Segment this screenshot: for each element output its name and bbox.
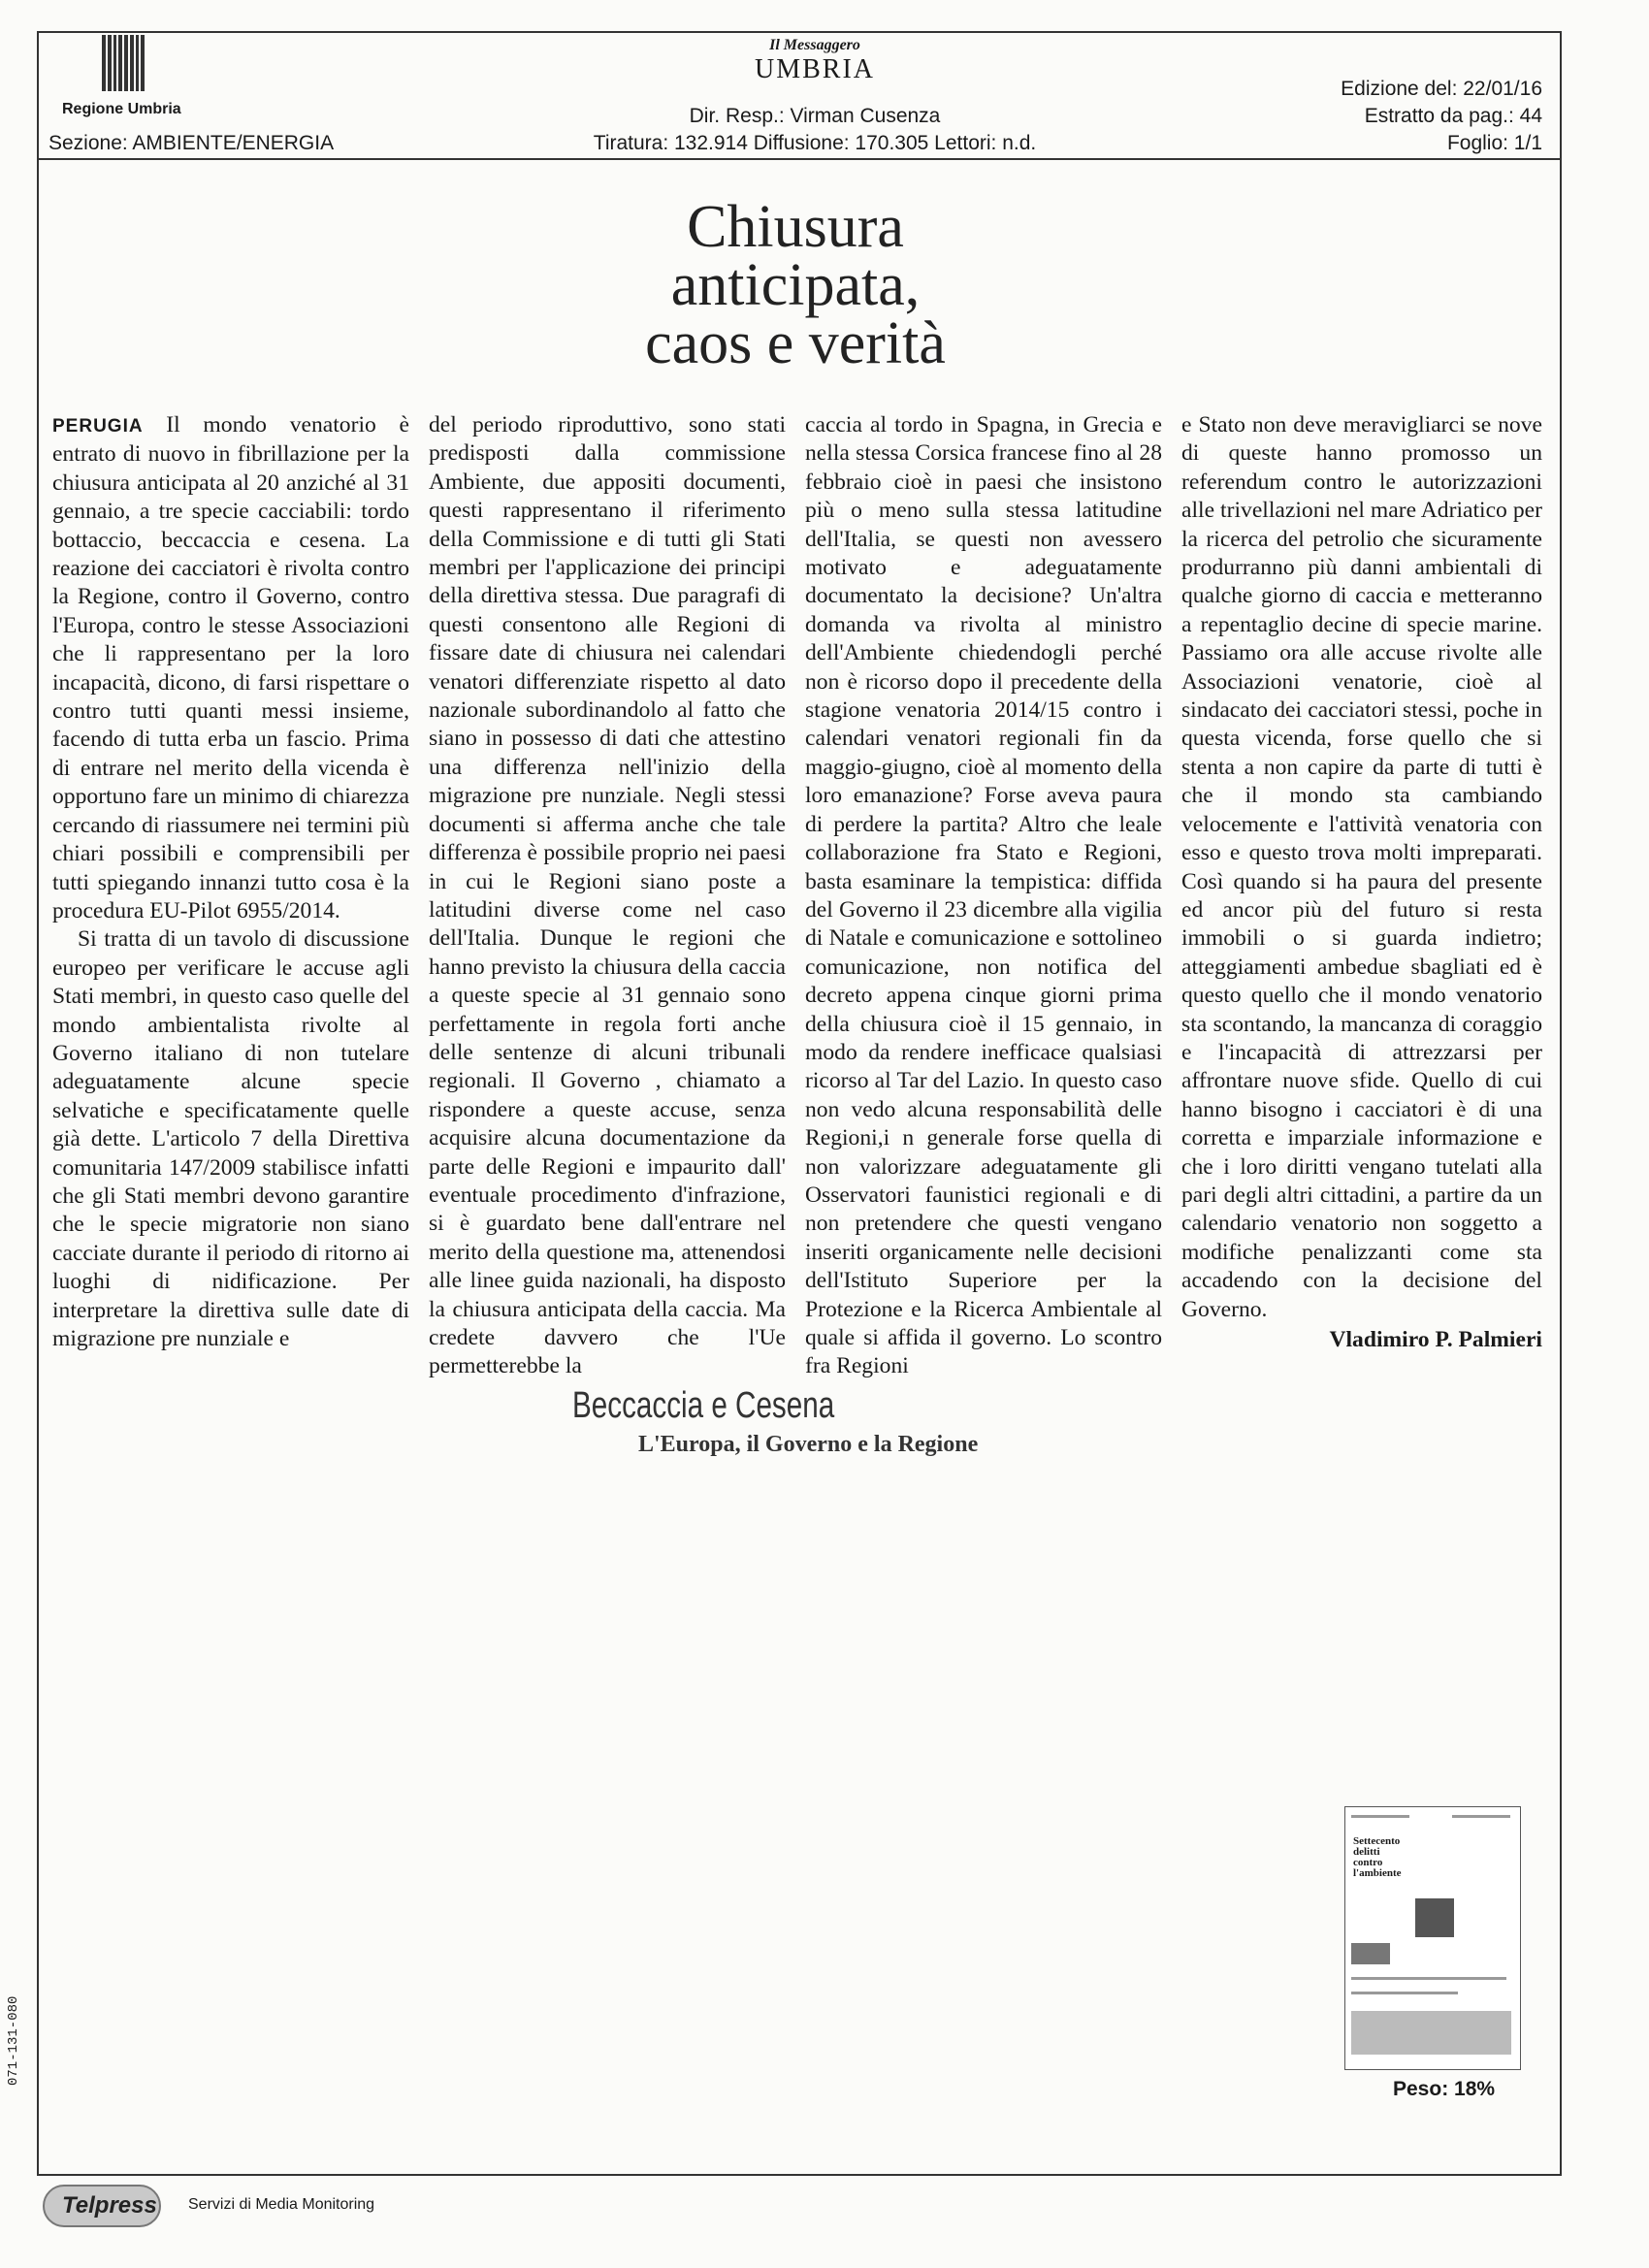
edition-date: Edizione del: 22/01/16 <box>1341 78 1542 100</box>
extract-page: Estratto da pag.: 44 <box>1364 105 1542 127</box>
masthead: UMBRIA <box>754 54 875 84</box>
telpress-logo <box>43 2185 161 2227</box>
thumb-photo <box>1351 1943 1390 1964</box>
thumb-rule <box>1351 1992 1458 1994</box>
headline <box>592 194 999 376</box>
paragraph: caccia al tordo in Spagna, in Grecia e nella stessa Corsica francese fino al 28 febbraio cioè in paesi che insistono più o meno sulla stessa latitudine dell'Italia, se questi non avessero motivato e adeguatamente documentato la decisione? Un'altra domanda va rivolta al ministro dell'Ambiente chiedendogli perché non è ricorso dopo il precedente della stagione venatoria 2014/15 contro i calendari venatori regionali fin da maggio-giugno, cioè al momento della loro emanazione? Forse aveva paura di perdere la partita? Altro che leale collaborazione fra Stato e Regioni, basta esaminare la tempistica: diffida del Governo il 23 dicembre alla vigilia di Natale e comunicazione e sottolineo comunicazione, non notifica del decreto appena cinque giorni prima della chiusura cioè il 15 gennaio, in modo da rendere inefficace qualsiasi ricorso al Tar del Lazio. In questo caso non vedo alcuna responsabilità delle Regioni,i n generale forse quella di non valorizzare adeguatamente gli Osservatori faunistici regionali e di non pretendere che questi vengano inseriti organicamente nelle decisioni dell'Istituto Superiore per la Protezione e la Ricerca Ambientale al quale si affida il governo. Lo scontro fra Regioni <box>805 412 1162 1379</box>
region-name: Regione Umbria <box>62 101 181 117</box>
page-thumbnail <box>1344 1806 1521 2070</box>
thumb-photo <box>1415 1898 1454 1937</box>
article-column-3 <box>805 411 1162 1381</box>
article-column-2 <box>429 411 786 1381</box>
frame-right-rule <box>1560 31 1562 2175</box>
headline-line-3: caos e verità <box>645 310 946 376</box>
side-code: 071-131-080 <box>6 1995 21 2086</box>
region-logo-icon <box>102 35 145 91</box>
frame-top-rule <box>37 31 1562 33</box>
subline: L'Europa, il Governo e la Regione <box>638 1432 979 1457</box>
thumb-rule <box>1452 1815 1510 1818</box>
sheet-number: Foglio: 1/1 <box>1446 132 1542 154</box>
section-label: Sezione: AMBIENTE/ENERGIA <box>48 132 335 154</box>
dateline: PERUGIA <box>52 416 144 437</box>
paragraph: del periodo riproduttivo, sono stati predisposti dalla commissione Ambiente, due appositi documenti, questi rappresentano il riferimento della Commissione e di tutti gli Stati membri per l'applicazione dei principi della direttiva stessa. Due paragrafi di questi consentono alle Regioni di fissare date di chiusura nei calendari venatori differenziate rispetto al dato nazionale subordinandolo al fatto che siano in possesso di dati che attestino una differenza nell'inizio della migrazione pre nunziale. Negli stessi documenti si afferma anche che tale differenza è possibile proprio nei paesi in cui le Regioni siano poste a latitudini diverse come nel caso dell'Italia. Dunque le regioni che hanno previsto la chiusura della caccia a queste specie al 31 gennaio sono perfettamente in regola forti anche delle sentenze di alcuni tribunali regionali. Il Governo , chiamato a rispondere a queste accuse, senza acquisire alcuna documentazione da parte delle Regioni e impaurito dall' eventuale procedimento d'infrazione, si è guardato bene dall'entrare nel merito della questione ma, attenendosi alle linee guida nazionali, ha disposto la chiusura anticipata della caccia. Ma credete davvero che l'Ue permetterebbe la <box>429 412 786 1379</box>
director-label: Dir. Resp.: Virman Cusenza <box>689 105 941 127</box>
headline-line-2: anticipata, <box>670 252 921 318</box>
article-column-1 <box>52 411 409 1353</box>
paragraph: e Stato non deve meravigliarci se nove di queste hanno promosso un referendum contro le autorizzazioni alle trivellazioni nel mare Adriatico per la ricerca del petrolio che sicuramente produrranno più danni ambientali di qualche giorno di caccia e metteranno a repentaglio decine di specie marine. Passiamo ora alle accuse rivolte alle Associazioni venatorie, cioè al sindacato dei cacciatori stessi, poche in questa vicenda, forse quello che si stenta a non capire da parte di tutti è che il mondo sta cambiando velocemente e l'attività venatoria con esso e questo trova molti impreparati. Così quando si ha paura del presente ed ancor più del futuro si resta immobili o si guarda indietro; atteggiamenti ambedue sbagliati ed è questo quello che il mondo venatorio sta scontando, la mancanza di coraggio e l'incapacità di attrezzarsi per affrontare nuove sfide. Quello di cui hanno bisogno i cacciatori è di una corretta e imparziale informazione e che i loro diritti vengano tutelati alla pari degli altri cittadini, a partire da un calendario venatorio non soggetto a modifiche penalizzanti come sta accadendo con la decisione del Governo. <box>1181 412 1542 1322</box>
article-column-4 <box>1181 411 1542 1354</box>
thumb-block <box>1351 2011 1511 2055</box>
masthead-small: Il Messaggero <box>769 37 860 53</box>
headline-line-1: Chiusura <box>687 194 904 260</box>
paragraph-text: Il mondo venatorio è entrato di nuovo in fibrillazione per la chiusura anticipata al 20 anziché al 31 gennaio, a tre specie cacciabili: tordo bottaccio, beccaccia e cesena. La reazione dei cacciatori è rivolta contro la Regione, contro il Governo, contro l'Europa, contro le stesse Associazioni che li rappresentano per la loro incapacità, dicono, di farsi rispettare o contro tutti quanti messi insieme, facendo di tutta erba un fascio. Prima di entrare nel merito della vicenda è opportuno fare un minimo di chiarezza cercando di riassumere nei termini più chiari possibili e comprensibili per tutti spiegando innanzi tutto cosa è la procedura EU-Pilot 6955/2014. <box>52 412 409 923</box>
author-signature: Vladimiro P. Palmieri <box>1329 1327 1542 1352</box>
frame-left-rule <box>37 31 39 2175</box>
thumb-rule <box>1351 1815 1409 1818</box>
logo-text: Telpress <box>62 2192 157 2219</box>
paragraph: Si tratta di un tavolo di discussione europeo per verificare le accuse agli Stati membri, in questo caso quelle del mondo ambientalista rivolte al Governo italiano di non tutelare adeguatamente alcune specie selvatiche e specificatamente quelle già dette. L'articolo 7 della Direttiva comunitaria 147/2009 stabilisce infatti che gli Stati membri devono garantire che le specie migratorie non siano cacciate durante il periodo di ritorno ai luoghi di nidificazione. Per interpretare la direttiva sulle date di migrazione pre nunziale e <box>52 926 409 1351</box>
header-rule <box>37 158 1562 160</box>
frame-bottom-rule <box>37 2174 1562 2176</box>
circulation-label: Tiratura: 132.914 Diffusione: 170.305 Lettori: n.d. <box>593 132 1037 154</box>
subhead: Beccaccia e Cesena <box>572 1385 835 1426</box>
weight-label: Peso: 18% <box>1393 2078 1496 2100</box>
thumb-rule <box>1351 1977 1506 1980</box>
footer-tagline: Servizi di Media Monitoring <box>188 2196 375 2213</box>
thumbnail-title: Settecento delitti contro l'ambiente <box>1353 1835 1402 1879</box>
paragraph <box>52 411 409 925</box>
